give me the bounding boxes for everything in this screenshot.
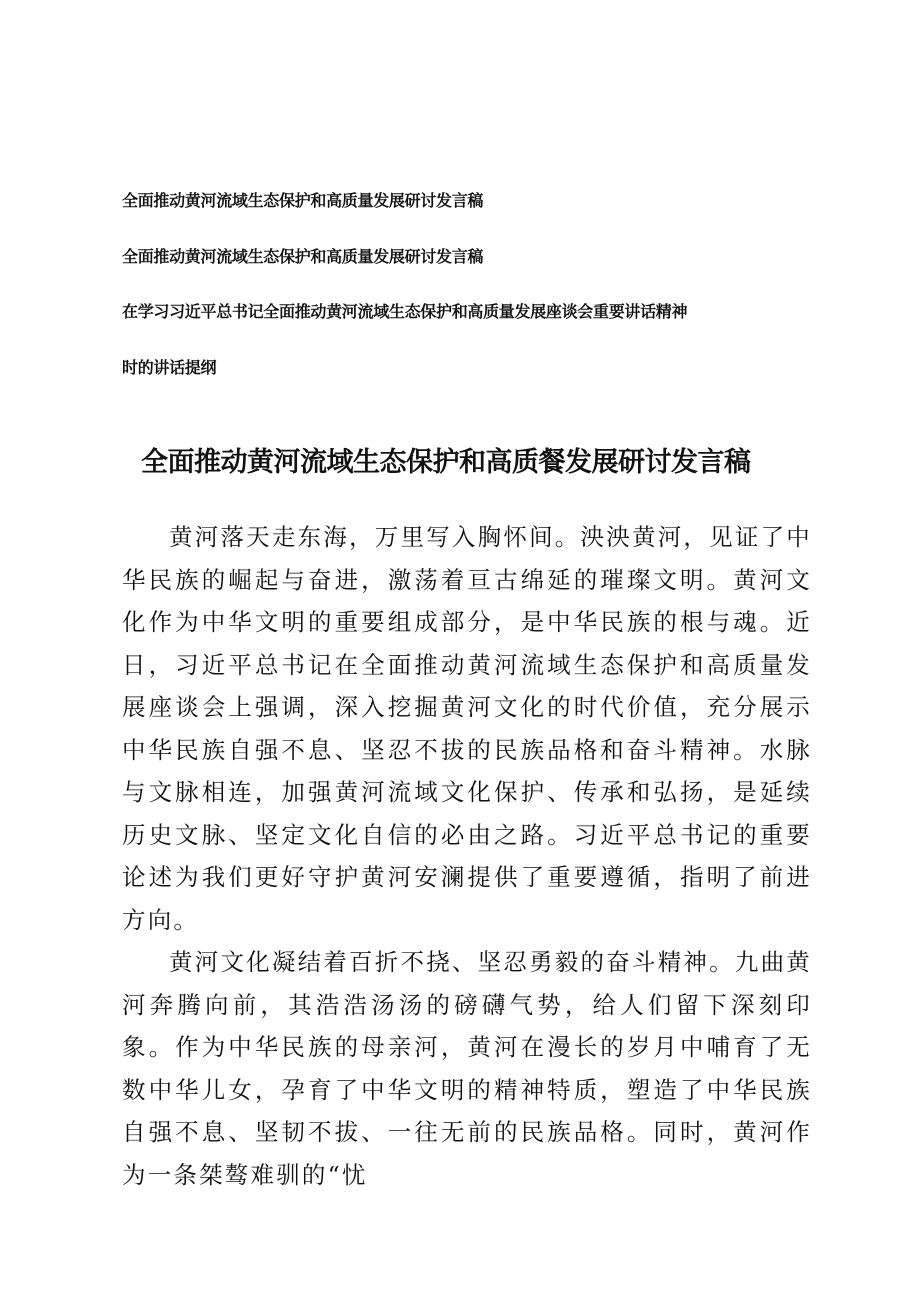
body-paragraph: 黄河文化凝结着百折不挠、坚忍勇毅的奋斗精神。九曲黄河奔腾向前，其浩浩汤汤的磅礴气势，给人们留下深刻印象。作为中华民族的母亲河，黄河在漫长的岁月中哺育了无数中华儿女，孕育了中华文明的精神特质，塑造了中华民族自强不息、坚韧不拔、一往无前的民族品格。同时，黄河作为一条桀骜难驯的“忧 [122, 948, 812, 1189]
toc-item: 在学习习近平总书记全面推动黄河流域生态保护和高质量发展座谈会重要讲话精神 [122, 302, 688, 321]
toc-item: 全面推动黄河流域生态保护和高质量发展研讨发言稿 [122, 247, 484, 266]
toc-item: 全面推动黄河流域生态保护和高质量发展研讨发言稿 [122, 191, 484, 210]
document-title: 全面推动黄河流域生态保护和高质餐发展研讨发言稿 [141, 447, 751, 479]
body-paragraph: 黄河落天走东海，万里写入胸怀间。泱泱黄河，见证了中华民族的崛起与奋进，激荡着亘古绵延的璀璨文明。黄河文化作为中华文明的重要组成部分，是中华民族的根与魂。近日，习近平总书记在全面推动黄河流域生态保护和高质量发展座谈会上强调，深入挖掘黄河文化的时代价值，充分展示中华民族自强不息、坚忍不拔的民族品格和奋斗精神。水脉与文脉相连，加强黄河流域文化保护、传承和弘扬，是延续历史文脉、坚定文化自信的必由之路。习近平总书记的重要论述为我们更好守护黄河安澜提供了重要遵循，指明了前进方向。 [122, 523, 812, 934]
toc-item-continuation: 时的讲话提纲 [122, 358, 217, 377]
document-body [122, 516, 812, 1196]
